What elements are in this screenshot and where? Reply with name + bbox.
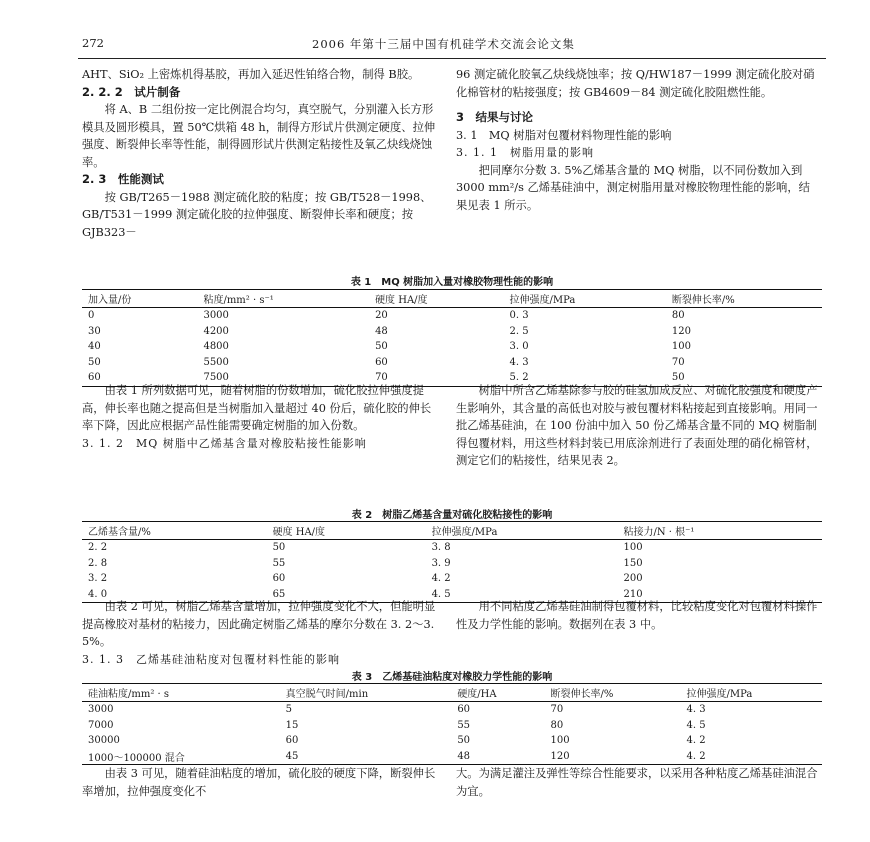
table-cell: 200 xyxy=(623,573,643,585)
table-cell: 30 xyxy=(88,325,101,337)
table-row xyxy=(82,556,822,572)
table-cell: 60 xyxy=(457,704,471,716)
running-header xyxy=(82,36,822,54)
paragraph: 按 GB/T265－1988 测定硫化胶的粘度；按 GB/T528－1998、GB/T531－1999 测定硫化胶的拉伸强度、断裂伸长率和硬度；按 GJB323－ xyxy=(82,190,432,239)
header-rule xyxy=(78,58,826,59)
paragraph: 将 A、B 二组份按一定比例混合均匀，真空脱气，分别灌入长方形模具及圆形模具，置 50℃烘箱 48 h，制得方形试片供测定硬度、拉伸强度、断裂伸长率等性能，制得圆形试片供测定粘接性及氧乙炔线烧蚀率。 xyxy=(82,103,436,169)
table-cell: 80 xyxy=(671,310,685,322)
table-cell: 5 xyxy=(285,704,293,716)
table-cell: 15 xyxy=(285,719,299,731)
section-heading-3-1-2: 3. 1. 2 MQ 树脂中乙烯基含量对橡胶粘接性能影响 xyxy=(82,436,367,450)
table-cell: 3. 9 xyxy=(431,557,451,569)
table-cell: 50 xyxy=(88,356,101,368)
table-row xyxy=(82,540,822,556)
paragraph: 由表 2 可见，树脂乙烯基含量增加，拉伸强度变化不大，但能明显提高橡胶对基材的粘接力，因此确定树脂乙烯基的摩尔分数在 3. 2～3. 5%。 xyxy=(82,600,436,648)
table-header-cell: 加入量/份 xyxy=(82,290,197,308)
table-cell: 100 xyxy=(671,341,691,353)
table3-caption: 表 3 乙烯基硅油粘度对橡胶力学性能的影响 xyxy=(351,672,553,683)
table-header-cell: 断裂伸长率/% xyxy=(545,684,681,702)
section-heading-2-2-2: 2. 2. 2 试片制备 xyxy=(82,84,181,99)
table-cell: 60 xyxy=(285,735,299,747)
table-cell: 65 xyxy=(267,587,426,603)
table-cell: 2. 2 xyxy=(88,542,108,554)
table-cell: 40 xyxy=(88,341,101,353)
table-header-row xyxy=(82,522,822,540)
table-cell: 70 xyxy=(671,356,685,368)
table-row xyxy=(82,718,822,734)
table3 xyxy=(82,683,822,765)
table2 xyxy=(82,521,822,603)
table-row xyxy=(82,749,822,765)
table-cell: 70 xyxy=(550,704,564,716)
table1-caption: 表 1 MQ 树脂加入量对橡胶物理性能的影响 xyxy=(350,277,554,288)
table-cell: 5500 xyxy=(203,356,229,368)
table-cell: 4. 3 xyxy=(509,356,529,368)
paragraph: 由表 3 可见，随着硅油粘度的增加，硫化胶的硬度下降，断裂伸长率增加，拉伸强度变化不 xyxy=(82,767,436,798)
table-cell: 3. 8 xyxy=(431,542,451,554)
table-row xyxy=(82,339,822,355)
table-cell: 7000 xyxy=(88,719,114,731)
paragraph: 96 测定硫化胶氧乙炔线烧蚀率；按 Q/HW187－1999 测定硫化胶对硝化棉管材的粘接强度；按 GB4609－84 测定硫化胶阻燃性能。 xyxy=(456,68,815,99)
section-heading-2-3: 2. 3 性能测试 xyxy=(82,172,164,186)
paragraph: 大。为满足灌注及弹性等综合性能要求，以采用各种粘度乙烯基硅油混合为宜。 xyxy=(456,767,818,798)
table-cell: 60 xyxy=(82,370,197,386)
table-cell: 50 xyxy=(666,370,822,386)
table-header-cell: 真空脱气时间/min xyxy=(280,684,452,702)
table-cell: 70 xyxy=(369,370,503,386)
table-cell: 3000 xyxy=(88,704,114,716)
table-cell: 4. 5 xyxy=(426,587,618,603)
table-cell: 2. 5 xyxy=(509,325,529,337)
table-cell: 0. 3 xyxy=(509,310,529,322)
table-header-row xyxy=(82,684,822,702)
text-column-bottom-right xyxy=(456,765,820,800)
table-cell: 3000 xyxy=(203,310,229,322)
table-cell: 55 xyxy=(272,557,286,569)
table-row xyxy=(82,355,822,371)
table-header-row xyxy=(82,290,822,308)
table-header-cell: 乙烯基含量/% xyxy=(82,522,267,540)
table-row xyxy=(82,324,822,340)
table-row xyxy=(82,308,822,324)
table-cell: 1000～100000 混合 xyxy=(82,749,280,765)
table-cell: 55 xyxy=(457,719,471,731)
table-cell: 210 xyxy=(617,587,822,603)
table-cell: 4800 xyxy=(203,341,229,353)
text-column-bottom-left xyxy=(82,765,437,800)
table-row xyxy=(82,702,822,718)
paragraph: 由表 1 所列数据可见，随着树脂的份数增加，硫化胶拉伸强度提高，伸长率也随之提高但是当树脂加入量超过 40 份后，硫化胶的伸长率下降，因此应根据产品性能需要确定树脂的加入份数。 xyxy=(82,384,432,432)
running-title: 2006 年第十三届中国有机硅学术交流会论文集 xyxy=(312,37,575,51)
table-cell: 60 xyxy=(272,573,286,585)
table-cell: 5. 2 xyxy=(504,370,666,386)
table-cell: 50 xyxy=(272,542,286,554)
table-header-cell: 断裂伸长率/% xyxy=(666,290,822,308)
table-cell: 100 xyxy=(550,735,570,747)
table-header-cell: 粘接力/N · 根⁻¹ xyxy=(617,522,822,540)
paragraph: AHT、SiO₂ 上密炼机得基胶，再加入延迟性铂络合物，制得 B胶。 xyxy=(82,68,420,81)
table-cell: 3. 0 xyxy=(509,341,529,353)
table-cell: 3. 2 xyxy=(88,573,108,585)
table-cell: 7500 xyxy=(197,370,369,386)
table-row xyxy=(82,571,822,587)
paragraph: 用不同粘度乙烯基硅油制得包覆材料，比较粘度变化对包覆材料操作性及力学性能的影响。数据列在表 3 中。 xyxy=(456,600,818,631)
table-cell: 80 xyxy=(550,719,564,731)
table-cell: 120 xyxy=(545,749,681,765)
table-header-cell: 硬度/HA xyxy=(451,684,544,702)
table-cell: 48 xyxy=(451,749,544,765)
text-column-top-left xyxy=(82,66,437,241)
table-header-cell: 拉伸强度/MPa xyxy=(504,290,666,308)
table-cell: 4. 3 xyxy=(686,704,706,716)
table-cell: 100 xyxy=(623,542,643,554)
text-column-top-right xyxy=(456,66,820,214)
paragraph: 树脂中所含乙烯基除参与胶的硅氢加成反应、对硫化胶强度和硬度产生影响外，其含量的高低也对胶与被包覆材料粘接起到直接影响。用同一批乙烯基硅油，在 100 份油中加入 50 份乙烯基含量不同的 MQ 树脂制得包覆材料，用这些材料封装已用底涂剂进行了表面处理的硝化棉管材，测定它们的粘接性，结果见表 2。 xyxy=(456,384,818,467)
table-cell: 4. 2 xyxy=(681,749,822,765)
section-heading-3-1-1: 3. 1. 1 树脂用量的影响 xyxy=(456,146,594,159)
table-cell: 2. 8 xyxy=(88,557,108,569)
table-cell: 48 xyxy=(375,325,388,337)
table-cell: 30000 xyxy=(88,735,120,747)
table-cell: 4. 0 xyxy=(82,587,267,603)
table-cell: 4200 xyxy=(203,325,229,337)
table-row xyxy=(82,733,822,749)
table-cell: 150 xyxy=(623,557,643,569)
table-header-cell: 拉伸强度/MPa xyxy=(681,684,822,702)
table-cell: 4. 2 xyxy=(686,735,706,747)
table-cell: 4. 5 xyxy=(686,719,706,731)
table-cell: 50 xyxy=(457,735,471,747)
page-number: 272 xyxy=(82,36,104,50)
table-cell: 120 xyxy=(671,325,691,337)
table-header-cell: 硬度 HA/度 xyxy=(369,290,503,308)
table-header-cell: 拉伸强度/MPa xyxy=(426,522,618,540)
table-header-cell: 粘度/mm² · s⁻¹ xyxy=(197,290,369,308)
table1 xyxy=(82,289,822,387)
section-heading-3: 3 结果与讨论 xyxy=(456,110,534,124)
section-heading-3-1-3: 3. 1. 3 乙烯基硅油粘度对包覆材料性能的影响 xyxy=(82,652,340,666)
table-cell: 60 xyxy=(375,356,388,368)
table-header-cell: 硬度 HA/度 xyxy=(267,522,426,540)
paragraph: 把同摩尔分数 3. 5%乙烯基含量的 MQ 树脂，以不同份数加入到 3000 mm²/s 乙烯基硅油中，测定树脂用量对橡胶物理性能的影响，结果见表 1 所示。 xyxy=(456,163,810,212)
table-cell: 50 xyxy=(375,341,388,353)
table-cell: 45 xyxy=(280,749,452,765)
table2-caption: 表 2 树脂乙烯基含量对硫化胶粘接性的影响 xyxy=(351,510,553,521)
text-column-low-right xyxy=(456,598,820,633)
text-column-mid-right xyxy=(456,382,820,470)
table-cell: 20 xyxy=(375,310,388,322)
table-header-cell: 硅油粘度/mm² · s xyxy=(82,684,280,702)
text-column-mid-left xyxy=(82,382,437,452)
table-cell: 0 xyxy=(88,310,95,322)
text-column-low-left xyxy=(82,598,437,668)
table-cell: 4. 2 xyxy=(431,573,451,585)
section-heading-3-1: 3. 1 MQ 树脂对包覆材料物理性能的影响 xyxy=(456,128,672,142)
